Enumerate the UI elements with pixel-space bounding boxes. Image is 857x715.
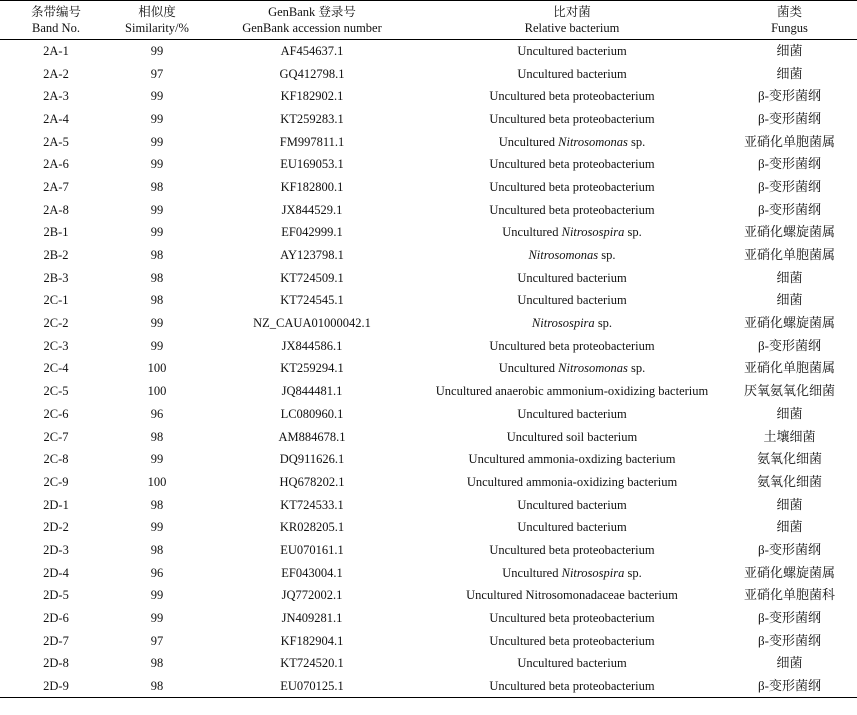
cell-accession: AF454637.1 [280,44,344,59]
cell-accession: HQ678202.1 [279,474,345,489]
cell-fungus: 亚硝化单胞菌属 [743,360,835,376]
header-label-zh: 比对菌 [553,5,591,19]
cell-band-no: 2A-7 [43,179,69,194]
table-row [0,244,857,267]
cell-accession: KT724509.1 [280,270,344,285]
cell-similarity: 98 [150,656,164,671]
relative-text: Uncultured beta proteobacterium [489,678,655,693]
cell-band-no: 2A-6 [43,157,69,172]
cell-relative-bacterium [422,584,722,607]
cell-relative-bacterium [422,108,722,131]
relative-text: Uncultured Nitrosomonadaceae bacterium [466,588,678,603]
cell-band-no: 2A-8 [43,202,69,217]
cell-accession: JX844586.1 [281,338,343,353]
cell-accession: AM884678.1 [278,429,346,444]
cell-similarity: 100 [147,384,167,399]
cell-relative-bacterium [422,312,722,335]
cell-similarity: 99 [150,611,164,626]
cell-band-no: 2D-5 [43,588,69,603]
relative-text: Uncultured ammonia-oxidizing bacterium [466,474,678,489]
cell-accession: KR028205.1 [279,520,345,535]
table-row [0,221,857,244]
cell-accession: FM997811.1 [279,134,345,149]
cell-similarity: 99 [150,111,164,126]
cell-relative-bacterium [422,244,722,267]
relative-text: Uncultured beta proteobacterium [489,611,655,626]
cell-accession: JX844529.1 [281,202,343,217]
cell-similarity: 98 [150,429,164,444]
table-row [0,357,857,380]
cell-relative-bacterium [422,493,722,516]
relative-text: Uncultured beta proteobacterium [489,338,655,353]
cell-relative-bacterium [422,403,722,426]
cell-fungus: β-变形菌纲 [758,677,821,693]
table-row [0,448,857,471]
cell-accession: EF042999.1 [281,225,343,240]
cell-fungus: 细菌 [776,269,803,285]
header-label-zh: 菌类 [776,5,802,19]
cell-fungus: β-变形菌纲 [758,201,821,217]
cell-accession: LC080960.1 [280,406,344,421]
cell-similarity: 100 [147,361,167,376]
header-label-zh: 条带编号 [30,5,81,19]
header-accession [202,1,422,40]
header-similarity [112,1,202,40]
header-relative-bacterium [422,1,722,40]
cell-band-no: 2C-2 [43,316,69,331]
cell-fungus: 细菌 [776,43,803,59]
relative-text: Uncultured ammonia-oxdizing bacterium [468,452,676,467]
cell-similarity: 98 [150,293,164,308]
relative-genus-italic: Nitrosomonas [558,361,628,376]
cell-similarity: 99 [150,134,164,149]
relative-text: Uncultured bacterium [517,270,627,285]
relative-text: Uncultured beta proteobacterium [489,542,655,557]
header-label-en: Relative bacterium [524,21,620,35]
table-body [0,40,857,698]
cell-fungus: 细菌 [776,292,803,308]
cell-accession: DQ911626.1 [279,452,345,467]
cell-similarity: 96 [150,406,164,421]
cell-relative-bacterium [422,448,722,471]
relative-text: Uncultured soil bacterium [506,429,638,444]
table-row [0,266,857,289]
relative-text: Uncultured [502,225,562,240]
cell-fungus: 亚硝化螺旋菌属 [743,224,835,240]
relative-text: Uncultured [498,134,559,149]
cell-similarity: 98 [150,270,164,285]
cell-band-no: 2C-8 [43,452,69,467]
cell-fungus: 厌氧氨氧化细菌 [743,383,835,399]
relative-suffix: sp. [598,248,616,263]
cell-accession: KT724520.1 [280,656,344,671]
cell-similarity: 98 [150,497,164,512]
cell-accession: JN409281.1 [281,611,343,626]
relative-suffix: sp. [624,565,642,580]
cell-relative-bacterium [422,198,722,221]
header-label-zh: 相似度 [138,5,176,19]
table-row [0,380,857,403]
cell-similarity: 100 [147,474,167,489]
cell-band-no: 2C-6 [43,406,69,421]
cell-similarity: 97 [150,66,164,81]
relative-genus-italic: Nitrosospira [561,225,625,240]
header-label-en: Band No. [32,21,80,35]
cell-band-no: 2D-1 [43,497,69,512]
cell-similarity: 99 [150,225,164,240]
cell-relative-bacterium [422,130,722,153]
cell-relative-bacterium [422,334,722,357]
cell-band-no: 2C-7 [43,429,69,444]
cell-fungus: β-变形菌纲 [758,632,821,648]
cell-fungus: 细菌 [776,65,803,81]
cell-fungus: 土壤细菌 [763,428,816,444]
cell-relative-bacterium [422,357,722,380]
cell-fungus: β-变形菌纲 [758,110,821,126]
cell-band-no: 2B-3 [43,270,69,285]
table-row [0,198,857,221]
cell-relative-bacterium [422,675,722,698]
cell-relative-bacterium [422,153,722,176]
cell-relative-bacterium [422,539,722,562]
cell-relative-bacterium [422,380,722,403]
relative-suffix: sp. [627,361,646,376]
cell-similarity: 99 [150,157,164,172]
cell-similarity: 99 [150,520,164,535]
cell-band-no: 2D-2 [43,520,69,535]
table-row [0,334,857,357]
relative-text: Uncultured anaerobic ammonium-oxidizing bacterium [435,384,709,399]
cell-band-no: 2C-5 [43,384,69,399]
relative-suffix: sp. [627,134,646,149]
cell-band-no: 2B-2 [43,248,69,263]
cell-relative-bacterium [422,425,722,448]
cell-relative-bacterium [422,221,722,244]
cell-fungus: β-变形菌纲 [758,178,821,194]
cell-similarity: 98 [150,542,164,557]
cell-accession: EU169053.1 [280,157,344,172]
table-row [0,153,857,176]
table-header [0,1,857,40]
cell-band-no: 2D-8 [43,656,69,671]
relative-text: Uncultured beta proteobacterium [489,157,655,172]
table-row [0,312,857,335]
table-row [0,629,857,652]
relative-genus-italic: Nitrosospira [561,565,625,580]
relative-text: Uncultured [498,361,559,376]
cell-relative-bacterium [422,516,722,539]
relative-suffix: sp. [594,316,613,331]
header-row [0,1,857,40]
cell-fungus: 氨氧化细菌 [756,473,822,489]
relative-text: Uncultured bacterium [517,520,627,535]
cell-relative-bacterium [422,629,722,652]
cell-relative-bacterium [422,607,722,630]
cell-similarity: 96 [150,565,164,580]
cell-accession: EU070161.1 [280,542,344,557]
table-row [0,584,857,607]
cell-band-no: 2A-4 [43,111,69,126]
cell-band-no: 2C-3 [43,338,69,353]
cell-similarity: 99 [150,89,164,104]
relative-text: Uncultured [502,565,562,580]
cell-accession: KT724533.1 [280,497,344,512]
cell-band-no: 2A-3 [43,89,69,104]
cell-relative-bacterium [422,40,722,63]
relative-text: Uncultured bacterium [517,497,627,512]
relative-text: Uncultured beta proteobacterium [489,633,655,648]
cell-fungus: 亚硝化单胞菌属 [743,247,835,263]
cell-band-no: 2C-9 [43,474,69,489]
relative-text: Uncultured bacterium [517,656,627,671]
table-row [0,516,857,539]
cell-similarity: 99 [150,588,164,603]
header-label-zh: GenBank 登录号 [268,5,356,19]
cell-similarity: 98 [150,678,164,693]
cell-relative-bacterium [422,85,722,108]
cell-relative-bacterium [422,289,722,312]
cell-similarity: 99 [150,316,164,331]
cell-fungus: 细菌 [776,519,803,535]
cell-accession: EU070125.1 [280,678,344,693]
cell-band-no: 2C-1 [43,293,69,308]
relative-text: Uncultured bacterium [517,406,627,421]
cell-fungus: 细菌 [776,405,803,421]
relative-genus-italic: Nitrosomonas [558,134,628,149]
table-row [0,289,857,312]
table-row [0,561,857,584]
cell-relative-bacterium [422,561,722,584]
header-label-en: Similarity/% [125,21,189,35]
relative-suffix: sp. [624,225,642,240]
relative-text: Uncultured bacterium [517,66,627,81]
cell-fungus: 亚硝化单胞菌科 [743,587,835,603]
table-row [0,493,857,516]
cell-accession: JQ772002.1 [281,588,343,603]
cell-band-no: 2D-4 [43,565,69,580]
table-row [0,425,857,448]
cell-relative-bacterium [422,266,722,289]
cell-band-no: 2A-5 [43,134,69,149]
cell-fungus: 亚硝化螺旋菌属 [743,315,835,331]
cell-band-no: 2A-2 [43,66,69,81]
relative-text: Uncultured beta proteobacterium [489,111,655,126]
header-label-en: Fungus [771,21,808,35]
cell-similarity: 99 [150,202,164,217]
table-row [0,176,857,199]
cell-relative-bacterium [422,176,722,199]
cell-fungus: 细菌 [776,496,803,512]
cell-relative-bacterium [422,471,722,494]
cell-band-no: 2C-4 [43,361,69,376]
header-band-no [0,1,112,40]
cell-band-no: 2D-3 [43,542,69,557]
cell-band-no: 2B-1 [43,225,69,240]
cell-relative-bacterium [422,652,722,675]
cell-band-no: 2D-6 [43,611,69,626]
cell-fungus: 亚硝化螺旋菌属 [743,564,835,580]
cell-fungus: 亚硝化单胞菌属 [743,133,835,149]
cell-similarity: 99 [150,338,164,353]
table-row [0,539,857,562]
table-row [0,62,857,85]
cell-fungus: β-变形菌纲 [758,88,821,104]
relative-text: Uncultured bacterium [517,293,627,308]
cell-accession: KT259283.1 [280,111,344,126]
table-row [0,403,857,426]
cell-accession: KT724545.1 [280,293,344,308]
cell-band-no: 2D-9 [43,678,69,693]
cell-fungus: β-变形菌纲 [758,610,821,626]
relative-text: Uncultured beta proteobacterium [489,179,655,194]
cell-accession: KT259294.1 [280,361,344,376]
cell-band-no: 2D-7 [43,633,69,648]
table-row [0,607,857,630]
relative-text: Uncultured beta proteobacterium [489,202,655,217]
cell-accession: EF043004.1 [281,565,343,580]
cell-accession: JQ844481.1 [281,384,343,399]
table-row [0,40,857,63]
relative-genus-italic: Nitrosomonas [528,248,599,263]
cell-accession: AY123798.1 [280,248,344,263]
relative-text: Uncultured beta proteobacterium [489,89,655,104]
cell-similarity: 97 [150,633,164,648]
cell-similarity: 99 [150,44,164,59]
cell-relative-bacterium [422,62,722,85]
cell-fungus: β-变形菌纲 [758,156,821,172]
relative-genus-italic: Nitrosospira [531,316,595,331]
header-fungus [722,1,857,40]
cell-similarity: 99 [150,452,164,467]
table-row [0,85,857,108]
cell-accession: KF182902.1 [280,89,344,104]
cell-accession: KF182800.1 [280,179,344,194]
cell-fungus: 细菌 [776,655,803,671]
cell-fungus: β-变形菌纲 [758,541,821,557]
cell-accession: KF182904.1 [280,633,344,648]
cell-fungus: 氨氧化细菌 [756,451,822,467]
cell-similarity: 98 [150,248,164,263]
table-row [0,675,857,698]
cell-band-no: 2A-1 [43,44,69,59]
cell-accession: NZ_CAUA01000042.1 [253,316,371,331]
cell-fungus: β-变形菌纲 [758,337,821,353]
cell-similarity: 98 [150,179,164,194]
relative-text: Uncultured bacterium [517,44,627,59]
table-row [0,652,857,675]
table-row [0,471,857,494]
header-label-en: GenBank accession number [242,21,382,35]
table-row [0,130,857,153]
table-row [0,108,857,131]
cell-accession: GQ412798.1 [279,66,345,81]
